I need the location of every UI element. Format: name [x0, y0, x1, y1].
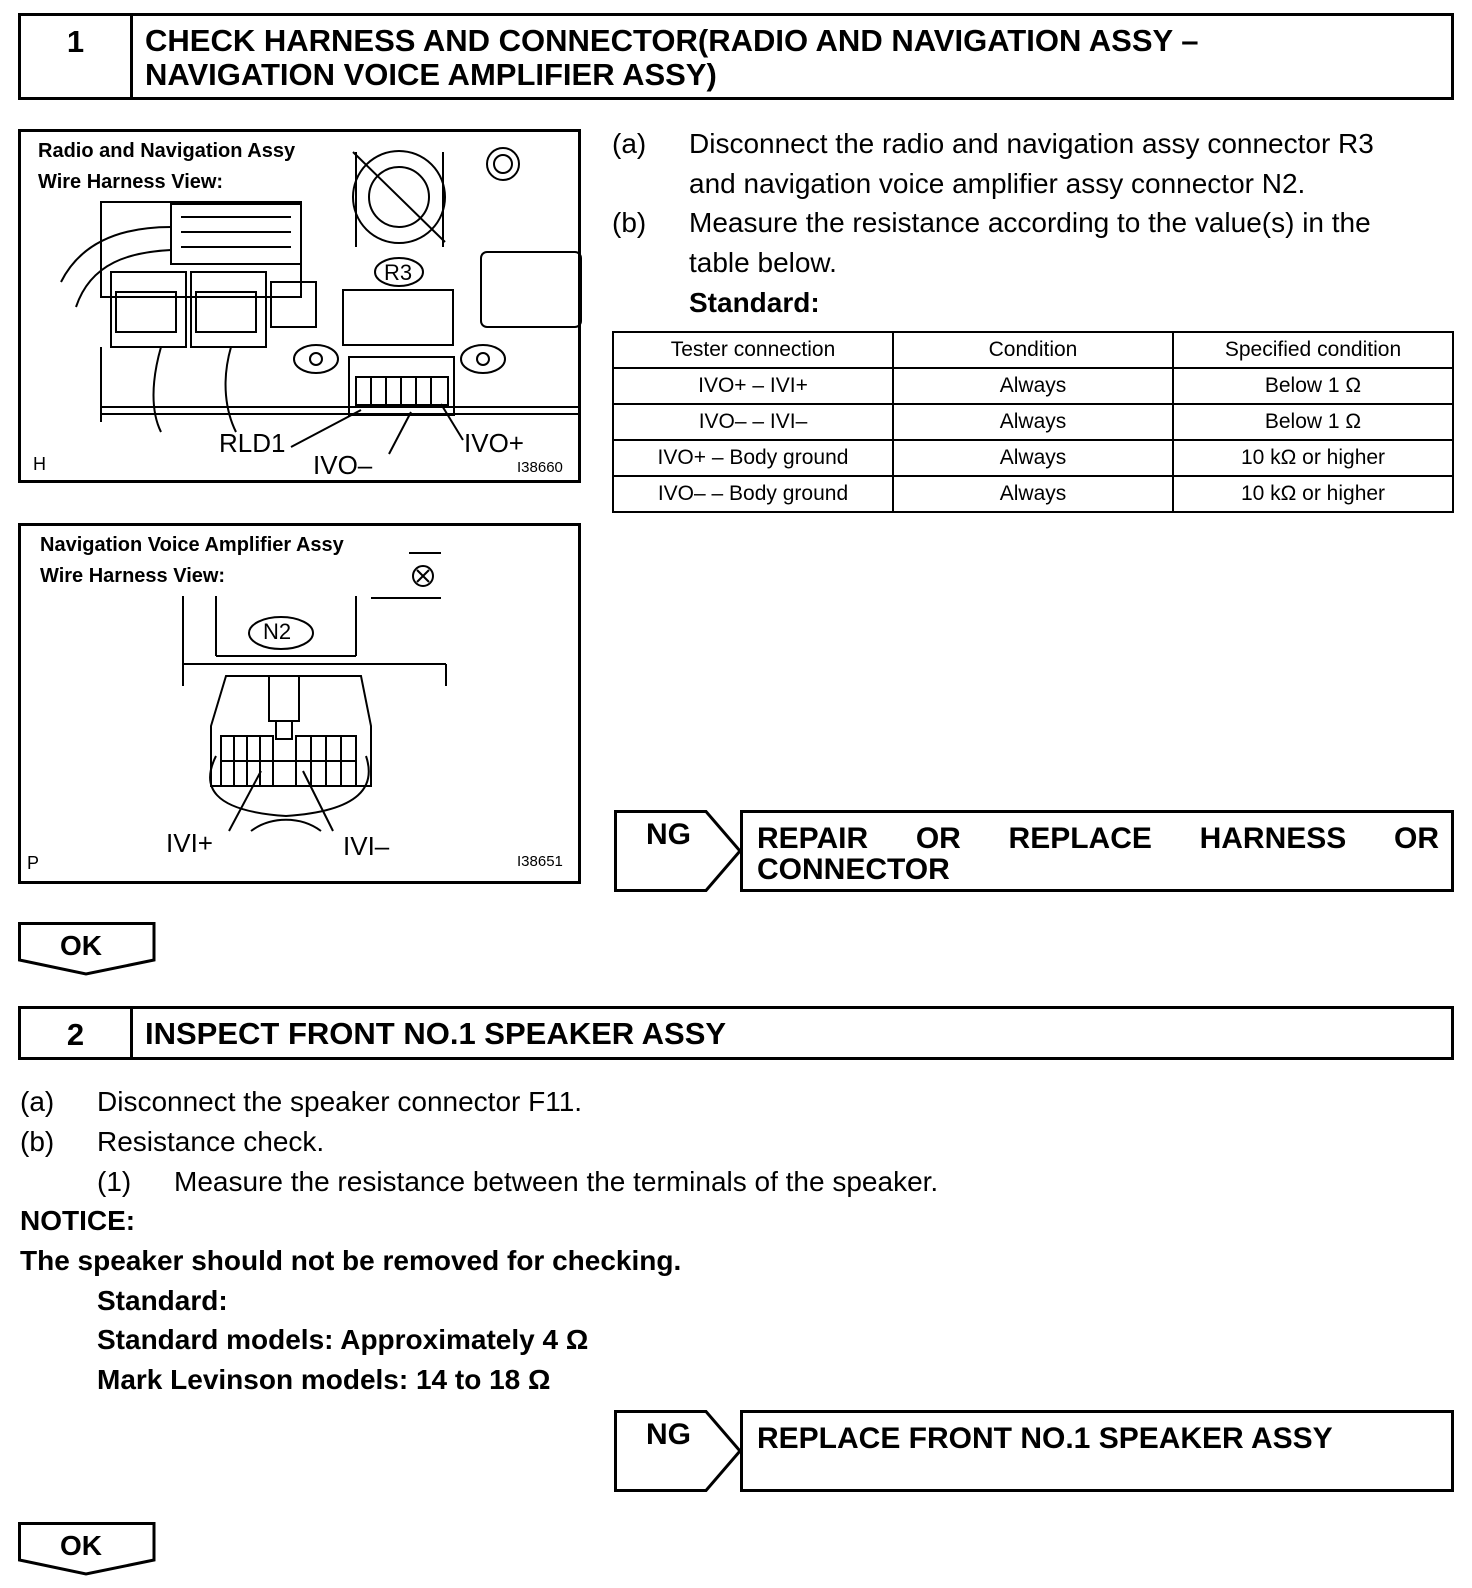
instruction-a-text: [689, 124, 1374, 204]
step2-instruction-b: [20, 1122, 1420, 1162]
figure1-id: I38660: [517, 459, 563, 476]
step2-number: 2: [21, 1009, 133, 1057]
step2-title: INSPECT FRONT NO.1 SPEAKER ASSY: [145, 1016, 727, 1051]
cell-condition: Always: [893, 404, 1173, 440]
cell-tester-connection: IVO+ – Body ground: [613, 440, 893, 476]
cell-tester-connection: IVO+ – IVI+: [613, 368, 893, 404]
ok1-label: OK: [60, 930, 102, 961]
table-row: [613, 404, 1453, 440]
ng1-action-line1: REPAIR OR REPLACE HARNESS OR: [757, 822, 1439, 855]
step1-header: [18, 13, 1454, 100]
step1-title: [133, 16, 1199, 97]
step2-standard-line1: Standard models: Approximately 4 Ω: [97, 1324, 589, 1355]
cell-specified-condition: 10 kΩ or higher: [1173, 440, 1453, 476]
cell-condition: Always: [893, 368, 1173, 404]
notice-heading: NOTICE:: [20, 1205, 136, 1236]
step2-instruction-a: [20, 1082, 1420, 1122]
callout-ivi-plus: IVI+: [166, 828, 213, 858]
step2-a-label: (a): [20, 1086, 55, 1117]
figure-voice-amplifier-connector: [18, 523, 581, 884]
figure2-caption-line2: Wire Harness View:: [40, 565, 226, 587]
spec-table: [612, 331, 1454, 513]
figure2-corner-letter: P: [27, 853, 40, 873]
instruction-b-line2: table below.: [689, 247, 837, 278]
table-row: [613, 476, 1453, 512]
spec-table-header-row: [613, 332, 1453, 368]
cell-condition: Always: [893, 440, 1173, 476]
step2-b1-label: (1): [97, 1166, 132, 1197]
figure1-caption-line1: Radio and Navigation Assy: [38, 140, 296, 162]
ng1-tag-label: NG: [646, 818, 691, 851]
cell-specified-condition: Below 1 Ω: [1173, 404, 1453, 440]
standard-label: Standard:: [689, 287, 820, 318]
header-condition: Condition: [893, 332, 1173, 368]
step2-b-label: (b): [20, 1126, 55, 1157]
step1-title-line2: NAVIGATION VOICE AMPLIFIER ASSY): [145, 57, 717, 92]
step2-b1-text: Measure the resistance between the terminals of the speaker.: [174, 1166, 939, 1197]
voice-amplifier-connector-drawing: [21, 526, 584, 887]
table-row: [613, 368, 1453, 404]
figure2-id: I38651: [517, 853, 563, 870]
instruction-b-text: [689, 203, 1371, 283]
callout-rld1: RLD1: [219, 428, 286, 458]
cell-condition: Always: [893, 476, 1173, 512]
ng2-action-box: REPLACE FRONT NO.1 SPEAKER ASSY: [740, 1410, 1454, 1492]
ng2-tag-label: NG: [646, 1418, 691, 1451]
step1-title-line1: CHECK HARNESS AND CONNECTOR(RADIO AND NAVIGATION ASSY –: [145, 23, 1199, 58]
step2-b-text: Resistance check.: [97, 1126, 325, 1157]
ng1-action-box: [740, 810, 1454, 892]
callout-ivi-minus: IVI–: [343, 831, 390, 861]
instruction-b-label: (b): [612, 207, 647, 238]
header-specified-condition: Specified condition: [1173, 332, 1453, 368]
step1-instruction-b: [612, 203, 1454, 283]
cell-tester-connection: IVO– – IVI–: [613, 404, 893, 440]
header-tester-connection: Tester connection: [613, 332, 893, 368]
ok2-label: OK: [60, 1530, 102, 1561]
figure1-connector-label: R3: [384, 260, 413, 285]
step2-standard-label: Standard:: [97, 1285, 228, 1316]
cell-specified-condition: 10 kΩ or higher: [1173, 476, 1453, 512]
ng1-action-line2: CONNECTOR: [757, 853, 950, 886]
instruction-a-line2: and navigation voice amplifier assy connector N2.: [689, 168, 1306, 199]
instruction-b-line1: Measure the resistance according to the value(s) in the: [689, 207, 1371, 238]
step2-instruction-b1: [97, 1162, 1397, 1202]
step1-instruction-a: [612, 124, 1454, 204]
step1-number: 1: [21, 16, 133, 97]
instruction-a-line1: Disconnect the radio and navigation assy connector R3: [689, 128, 1374, 159]
cell-tester-connection: IVO– – Body ground: [613, 476, 893, 512]
callout-ivo-plus: IVO+: [464, 428, 524, 458]
figure1-caption-line2: Wire Harness View:: [38, 171, 224, 193]
figure1-corner-letter: H: [33, 454, 46, 474]
step2-header: [18, 1006, 1454, 1060]
step2-a-text: Disconnect the speaker connector F11.: [97, 1086, 583, 1117]
callout-ivo-minus: IVO–: [313, 450, 373, 480]
figure-radio-navigation-connector: [18, 129, 581, 483]
figure2-caption-line1: Navigation Voice Amplifier Assy: [40, 534, 344, 556]
step2-standard-line2: Mark Levinson models: 14 to 18 Ω: [97, 1364, 551, 1395]
table-row: [613, 440, 1453, 476]
instruction-a-label: (a): [612, 128, 647, 159]
notice-text: The speaker should not be removed for checking.: [20, 1245, 682, 1276]
figure2-connector-label: N2: [263, 619, 292, 644]
cell-specified-condition: Below 1 Ω: [1173, 368, 1453, 404]
